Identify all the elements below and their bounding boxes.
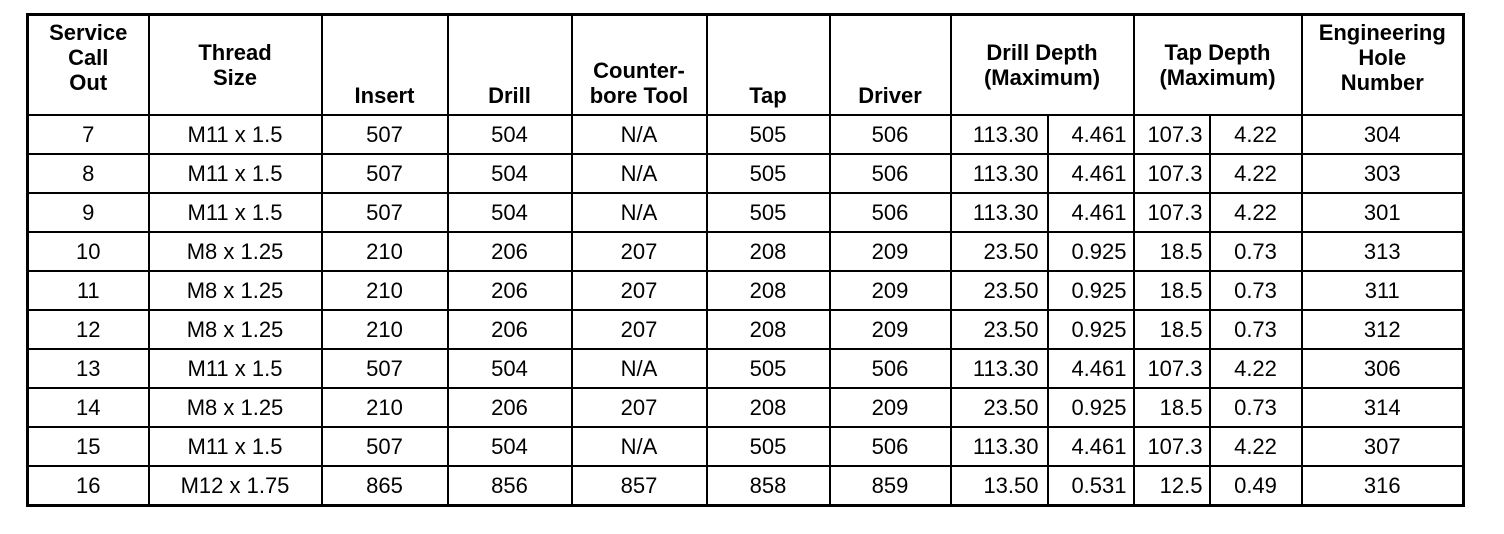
cell-thread-size: M8 x 1.25 xyxy=(149,271,322,310)
cell-drill-depth-mm: 23.50 xyxy=(951,310,1048,349)
cell-tap-depth-mm: 107.3 xyxy=(1134,349,1210,388)
cell-service-call-out: 8 xyxy=(28,154,149,193)
cell-drill-depth-mm: 113.30 xyxy=(951,349,1048,388)
cell-tap-depth-mm: 107.3 xyxy=(1134,427,1210,466)
cell-service-call-out: 9 xyxy=(28,193,149,232)
cell-drill-depth-in: 0.925 xyxy=(1048,271,1134,310)
cell-engineering-hole-number: 312 xyxy=(1302,310,1464,349)
cell-driver: 209 xyxy=(830,232,951,271)
cell-tap-depth-mm: 18.5 xyxy=(1134,310,1210,349)
cell-tap-depth-mm: 18.5 xyxy=(1134,388,1210,427)
cell-insert: 507 xyxy=(322,427,448,466)
cell-service-call-out: 7 xyxy=(28,115,149,154)
cell-service-call-out: 14 xyxy=(28,388,149,427)
cell-engineering-hole-number: 301 xyxy=(1302,193,1464,232)
cell-drill-depth-mm: 113.30 xyxy=(951,154,1048,193)
table-row xyxy=(28,115,1464,154)
cell-tap-depth-in: 0.73 xyxy=(1210,232,1302,271)
table-row xyxy=(28,154,1464,193)
cell-drill: 206 xyxy=(448,310,572,349)
cell-engineering-hole-number: 311 xyxy=(1302,271,1464,310)
cell-drill-depth-mm: 113.30 xyxy=(951,115,1048,154)
cell-insert: 210 xyxy=(322,388,448,427)
cell-service-call-out: 11 xyxy=(28,271,149,310)
cell-tap-depth-in: 0.73 xyxy=(1210,271,1302,310)
cell-drill-depth-in: 4.461 xyxy=(1048,193,1134,232)
cell-insert: 507 xyxy=(322,193,448,232)
cell-drill-depth-mm: 23.50 xyxy=(951,232,1048,271)
cell-counterbore-tool: N/A xyxy=(572,427,707,466)
cell-drill-depth-mm: 13.50 xyxy=(951,466,1048,506)
cell-counterbore-tool: 207 xyxy=(572,271,707,310)
cell-engineering-hole-number: 313 xyxy=(1302,232,1464,271)
cell-service-call-out: 16 xyxy=(28,466,149,506)
cell-driver: 209 xyxy=(830,310,951,349)
cell-service-call-out: 13 xyxy=(28,349,149,388)
cell-driver: 506 xyxy=(830,154,951,193)
cell-driver: 506 xyxy=(830,115,951,154)
header-tap-depth: Tap Depth (Maximum) xyxy=(1134,15,1302,116)
cell-drill-depth-in: 0.925 xyxy=(1048,388,1134,427)
cell-tap-depth-in: 0.73 xyxy=(1210,388,1302,427)
cell-thread-size: M8 x 1.25 xyxy=(149,310,322,349)
cell-counterbore-tool: N/A xyxy=(572,154,707,193)
cell-counterbore-tool: 207 xyxy=(572,232,707,271)
cell-counterbore-tool: 207 xyxy=(572,310,707,349)
cell-tap-depth-in: 4.22 xyxy=(1210,193,1302,232)
cell-counterbore-tool: N/A xyxy=(572,115,707,154)
header-engineering-hole-number: Engineering Hole Number xyxy=(1302,15,1464,116)
cell-tap: 505 xyxy=(707,115,830,154)
cell-service-call-out: 10 xyxy=(28,232,149,271)
cell-tap-depth-in: 4.22 xyxy=(1210,154,1302,193)
table-row xyxy=(28,310,1464,349)
cell-tap-depth-mm: 12.5 xyxy=(1134,466,1210,506)
table-body xyxy=(28,115,1464,506)
header-insert: Insert xyxy=(322,15,448,116)
cell-tap: 505 xyxy=(707,349,830,388)
cell-thread-size: M11 x 1.5 xyxy=(149,427,322,466)
cell-driver: 209 xyxy=(830,271,951,310)
cell-counterbore-tool: N/A xyxy=(572,193,707,232)
cell-insert: 210 xyxy=(322,271,448,310)
table-row xyxy=(28,466,1464,506)
cell-tap: 505 xyxy=(707,193,830,232)
cell-engineering-hole-number: 304 xyxy=(1302,115,1464,154)
cell-tap-depth-mm: 18.5 xyxy=(1134,232,1210,271)
cell-driver: 859 xyxy=(830,466,951,506)
cell-insert: 507 xyxy=(322,154,448,193)
cell-drill-depth-in: 0.925 xyxy=(1048,310,1134,349)
header-service-call-out: Service Call Out xyxy=(28,15,149,116)
cell-drill-depth-in: 4.461 xyxy=(1048,427,1134,466)
cell-tap: 208 xyxy=(707,310,830,349)
cell-thread-size: M12 x 1.75 xyxy=(149,466,322,506)
cell-driver: 209 xyxy=(830,388,951,427)
cell-counterbore-tool: 857 xyxy=(572,466,707,506)
cell-engineering-hole-number: 314 xyxy=(1302,388,1464,427)
cell-service-call-out: 12 xyxy=(28,310,149,349)
cell-engineering-hole-number: 316 xyxy=(1302,466,1464,506)
cell-tap-depth-mm: 107.3 xyxy=(1134,154,1210,193)
cell-drill: 504 xyxy=(448,427,572,466)
cell-tap: 505 xyxy=(707,154,830,193)
table-row xyxy=(28,427,1464,466)
cell-drill: 856 xyxy=(448,466,572,506)
cell-engineering-hole-number: 307 xyxy=(1302,427,1464,466)
header-driver: Driver xyxy=(830,15,951,116)
cell-drill-depth-in: 0.925 xyxy=(1048,232,1134,271)
cell-tap: 858 xyxy=(707,466,830,506)
cell-insert: 865 xyxy=(322,466,448,506)
cell-drill-depth-mm: 113.30 xyxy=(951,193,1048,232)
header-drill: Drill xyxy=(448,15,572,116)
cell-drill: 504 xyxy=(448,154,572,193)
header-drill-depth: Drill Depth (Maximum) xyxy=(951,15,1134,116)
cell-drill-depth-in: 4.461 xyxy=(1048,115,1134,154)
cell-service-call-out: 15 xyxy=(28,427,149,466)
cell-drill: 504 xyxy=(448,193,572,232)
header-tap: Tap xyxy=(707,15,830,116)
cell-drill-depth-mm: 23.50 xyxy=(951,388,1048,427)
table-row xyxy=(28,232,1464,271)
cell-tap-depth-in: 4.22 xyxy=(1210,349,1302,388)
cell-tap-depth-in: 4.22 xyxy=(1210,115,1302,154)
cell-tap-depth-in: 4.22 xyxy=(1210,427,1302,466)
cell-thread-size: M8 x 1.25 xyxy=(149,232,322,271)
cell-engineering-hole-number: 306 xyxy=(1302,349,1464,388)
cell-drill-depth-in: 0.531 xyxy=(1048,466,1134,506)
cell-thread-size: M8 x 1.25 xyxy=(149,388,322,427)
cell-thread-size: M11 x 1.5 xyxy=(149,115,322,154)
cell-thread-size: M11 x 1.5 xyxy=(149,154,322,193)
cell-driver: 506 xyxy=(830,193,951,232)
cell-drill: 206 xyxy=(448,232,572,271)
table-row xyxy=(28,388,1464,427)
header-thread-size: Thread Size xyxy=(149,15,322,116)
cell-tap-depth-in: 0.73 xyxy=(1210,310,1302,349)
cell-insert: 507 xyxy=(322,349,448,388)
cell-tap-depth-mm: 107.3 xyxy=(1134,193,1210,232)
cell-drill: 504 xyxy=(448,349,572,388)
cell-drill: 206 xyxy=(448,271,572,310)
thread-repair-spec-table xyxy=(26,13,1465,507)
cell-insert: 507 xyxy=(322,115,448,154)
table-row xyxy=(28,349,1464,388)
cell-insert: 210 xyxy=(322,310,448,349)
cell-drill-depth-in: 4.461 xyxy=(1048,154,1134,193)
cell-engineering-hole-number: 303 xyxy=(1302,154,1464,193)
cell-drill: 206 xyxy=(448,388,572,427)
cell-driver: 506 xyxy=(830,427,951,466)
cell-thread-size: M11 x 1.5 xyxy=(149,349,322,388)
table-row xyxy=(28,271,1464,310)
cell-counterbore-tool: N/A xyxy=(572,349,707,388)
cell-insert: 210 xyxy=(322,232,448,271)
header-row xyxy=(28,15,1464,116)
cell-drill-depth-mm: 113.30 xyxy=(951,427,1048,466)
cell-counterbore-tool: 207 xyxy=(572,388,707,427)
cell-tap-depth-in: 0.49 xyxy=(1210,466,1302,506)
cell-driver: 506 xyxy=(830,349,951,388)
cell-tap-depth-mm: 18.5 xyxy=(1134,271,1210,310)
table-row xyxy=(28,193,1464,232)
header-counterbore-tool: Counter- bore Tool xyxy=(572,15,707,116)
cell-tap: 208 xyxy=(707,271,830,310)
cell-tap-depth-mm: 107.3 xyxy=(1134,115,1210,154)
cell-drill-depth-mm: 23.50 xyxy=(951,271,1048,310)
cell-thread-size: M11 x 1.5 xyxy=(149,193,322,232)
cell-tap: 505 xyxy=(707,427,830,466)
cell-drill-depth-in: 4.461 xyxy=(1048,349,1134,388)
cell-tap: 208 xyxy=(707,232,830,271)
cell-drill: 504 xyxy=(448,115,572,154)
cell-tap: 208 xyxy=(707,388,830,427)
